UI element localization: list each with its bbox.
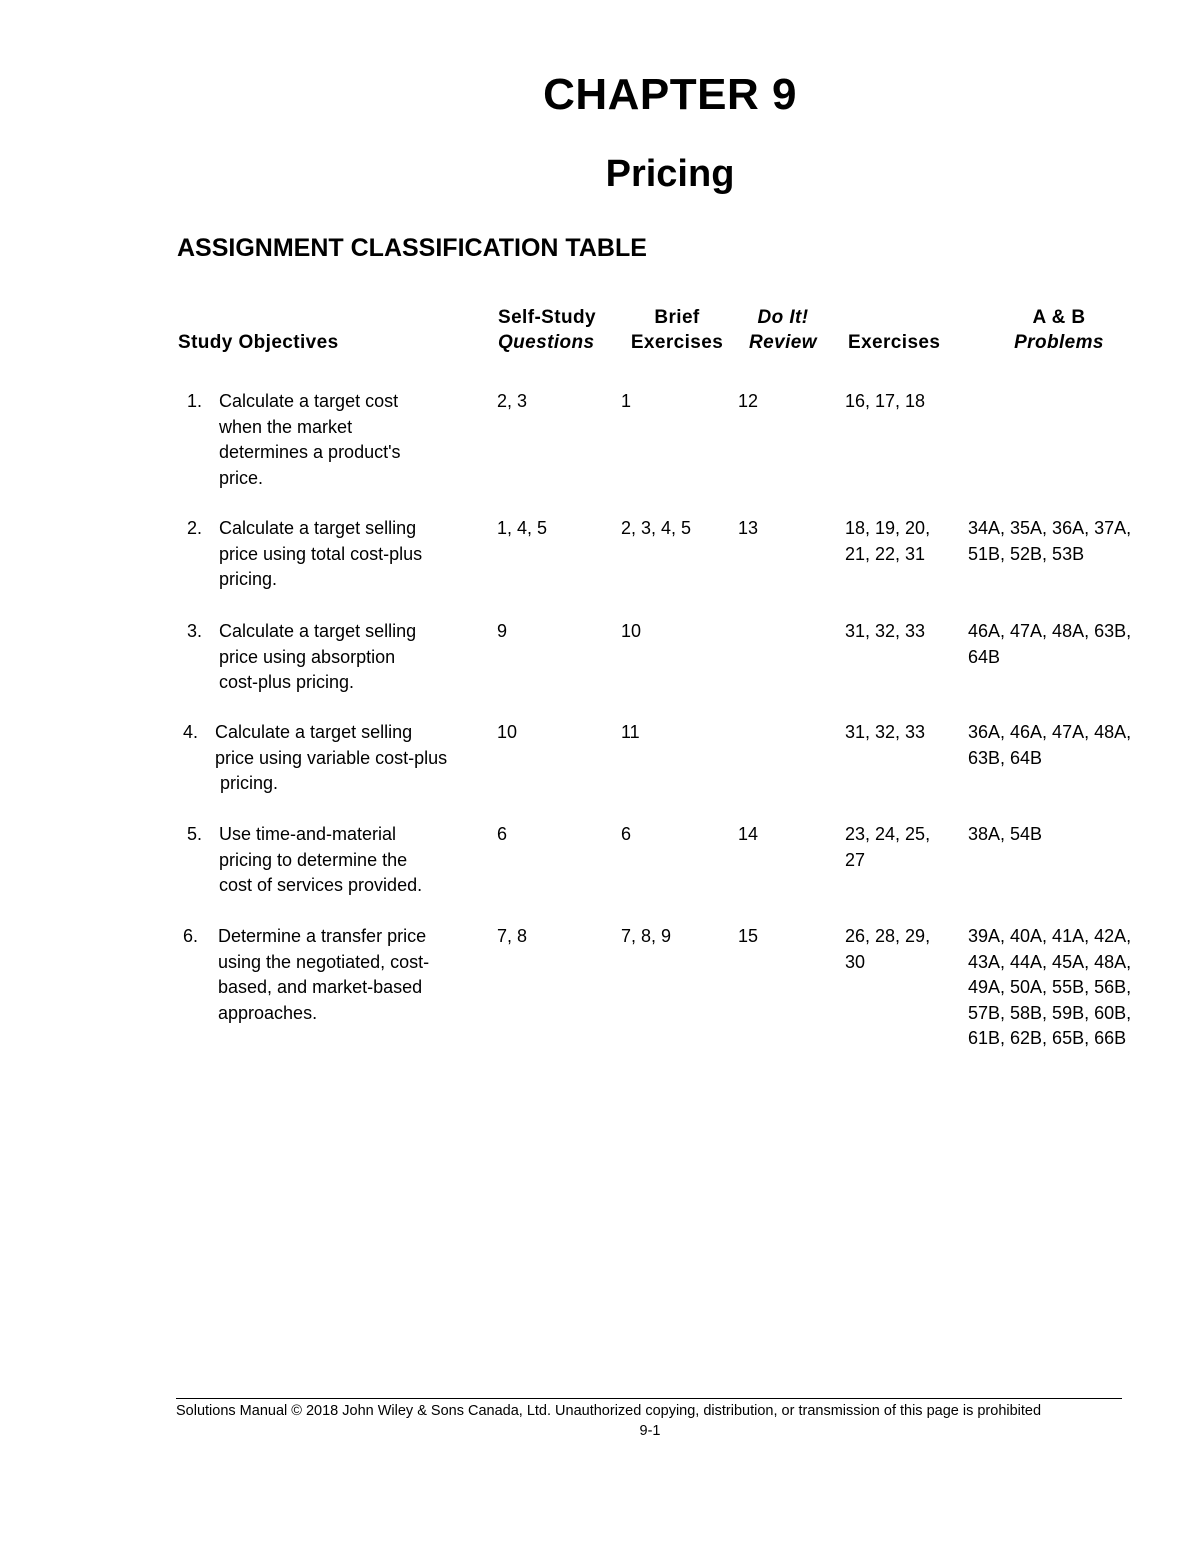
cell-do-it-review-line: 12	[738, 391, 759, 411]
header-exercises: Exercises	[848, 332, 941, 353]
cell-brief-exercises	[621, 822, 631, 848]
objective-line: price using total cost-plus	[219, 543, 423, 564]
cell-self-study-line: 10	[497, 722, 518, 742]
cell-exercises	[845, 389, 925, 415]
objective-line: using the negotiated, cost-	[218, 951, 430, 972]
cell-brief-exercises-line: 11	[621, 722, 640, 742]
cell-brief-exercises	[621, 619, 641, 645]
objective-line: price using variable cost-plus	[215, 747, 448, 768]
objective-text	[219, 516, 422, 593]
cell-brief-exercises-line: 6	[621, 824, 632, 844]
cell-do-it-review-line: 14	[738, 824, 759, 844]
cell-ab-problems	[968, 516, 1131, 567]
objective-line: cost-plus pricing.	[219, 672, 355, 692]
header-brief-line1: Brief	[654, 307, 700, 328]
header-brief-exercises	[624, 305, 730, 355]
page-number: 9-1	[639, 1423, 661, 1439]
cell-self-study	[497, 720, 517, 746]
header-ab-problems	[1000, 305, 1118, 355]
cell-exercises	[845, 924, 930, 975]
table-heading: ASSIGNMENT CLASSIFICATION TABLE	[177, 234, 647, 262]
cell-ab-problems-line: 51B, 52B, 53B	[968, 543, 1085, 564]
objective-line: approaches.	[218, 1002, 318, 1023]
header-ab-line1: A & B	[1032, 307, 1086, 328]
objective-line: Calculate a target selling	[219, 518, 417, 538]
objective-text	[219, 822, 422, 899]
cell-self-study	[497, 924, 527, 950]
cell-exercises-line: 21, 22, 31	[845, 543, 926, 564]
cell-ab-problems-line: 57B, 58B, 59B, 60B,	[968, 1002, 1132, 1023]
objective-line: pricing.	[219, 569, 278, 589]
objective-number: 1.	[187, 391, 203, 411]
objective-number: 5.	[187, 824, 203, 844]
cell-ab-problems-line: 64B	[968, 646, 1001, 667]
cell-self-study	[497, 619, 507, 645]
cell-exercises-line: 18, 19, 20,	[845, 518, 931, 538]
cell-exercises-line: 31, 32, 33	[845, 722, 926, 742]
cell-brief-exercises-line: 2, 3, 4, 5	[621, 518, 692, 538]
cell-exercises-line: 31, 32, 33	[845, 621, 926, 641]
cell-brief-exercises-line: 7, 8, 9	[621, 926, 672, 946]
header-self-study-line1: Self-Study	[498, 307, 596, 328]
chapter-subtitle: Pricing	[605, 153, 735, 195]
cell-exercises	[845, 822, 930, 873]
cell-exercises-line: 27	[845, 849, 866, 870]
header-study-objectives: Study Objectives	[178, 332, 339, 353]
objective-text	[215, 720, 447, 797]
cell-do-it-review	[738, 389, 758, 415]
objective-text	[219, 389, 401, 491]
objective-line: cost of services provided.	[219, 875, 423, 895]
cell-self-study-line: 2, 3	[497, 391, 528, 411]
header-ab-line2: Problems	[1014, 332, 1104, 353]
cell-ab-problems	[968, 924, 1131, 1052]
objective-line: Use time-and-material	[219, 824, 397, 844]
cell-brief-exercises-line: 10	[621, 621, 642, 641]
cell-do-it-review	[738, 822, 758, 848]
cell-self-study-line: 6	[497, 824, 508, 844]
objective-line: when the market	[219, 416, 353, 437]
objective-number: 6.	[183, 926, 199, 946]
cell-ab-problems	[968, 822, 1042, 848]
cell-ab-problems	[968, 720, 1131, 771]
cell-exercises-line: 30	[845, 951, 866, 972]
cell-exercises	[845, 619, 925, 645]
objective-number: 2.	[187, 518, 203, 538]
cell-brief-exercises	[621, 720, 640, 746]
cell-brief-exercises	[621, 389, 631, 415]
cell-exercises	[845, 720, 925, 746]
cell-self-study-line: 9	[497, 621, 508, 641]
objective-line: determines a product's	[219, 442, 401, 462]
header-do-it-review	[742, 305, 824, 355]
cell-self-study-line: 1, 4, 5	[497, 518, 548, 538]
objective-line: Calculate a target selling	[215, 722, 413, 742]
objective-line: pricing to determine the	[219, 849, 408, 870]
objective-line: price using absorption	[219, 646, 396, 667]
cell-exercises	[845, 516, 930, 567]
cell-ab-problems-line: 63B, 64B	[968, 747, 1043, 768]
cell-do-it-review	[738, 516, 758, 542]
cell-ab-problems-line: 39A, 40A, 41A, 42A,	[968, 926, 1132, 946]
footer-copyright: Solutions Manual © 2018 John Wiley & Sons Canada, Ltd. Unauthorized copying, distribution, or transmission of this page is prohibited	[176, 1403, 1042, 1419]
cell-brief-exercises-line: 1	[621, 391, 632, 411]
objective-line: based, and market-based	[218, 977, 423, 997]
cell-brief-exercises	[621, 516, 691, 542]
header-doit-line2: Review	[749, 332, 817, 353]
objective-line: Calculate a target selling	[219, 621, 417, 641]
cell-ab-problems-line: 61B, 62B, 65B, 66B	[968, 1028, 1127, 1048]
cell-ab-problems-line: 36A, 46A, 47A, 48A,	[968, 722, 1132, 742]
header-self-study	[498, 305, 596, 355]
cell-self-study	[497, 516, 547, 542]
cell-exercises-line: 26, 28, 29,	[845, 926, 931, 946]
cell-self-study	[497, 822, 507, 848]
cell-ab-problems-line: 46A, 47A, 48A, 63B,	[968, 621, 1132, 641]
cell-ab-problems-line: 38A, 54B	[968, 824, 1043, 844]
objective-line: Determine a transfer price	[218, 926, 427, 946]
header-doit-line1: Do It!	[757, 307, 809, 328]
objective-number: 4.	[183, 722, 199, 742]
footer-divider	[176, 1398, 1122, 1399]
objective-line: price.	[219, 467, 264, 488]
objective-text	[219, 619, 416, 696]
cell-self-study	[497, 389, 527, 415]
cell-ab-problems-line: 43A, 44A, 45A, 48A,	[968, 951, 1132, 972]
cell-self-study-line: 7, 8	[497, 926, 528, 946]
header-brief-line2: Exercises	[630, 332, 724, 353]
cell-do-it-review	[738, 924, 758, 950]
cell-brief-exercises	[621, 924, 671, 950]
cell-do-it-review-line: 13	[738, 518, 759, 538]
cell-exercises-line: 23, 24, 25,	[845, 824, 931, 844]
objective-line: pricing.	[215, 773, 279, 793]
cell-ab-problems-line: 34A, 35A, 36A, 37A,	[968, 518, 1132, 538]
objective-text	[218, 924, 429, 1026]
cell-ab-problems-line: 49A, 50A, 55B, 56B,	[968, 977, 1132, 997]
objective-line: Calculate a target cost	[219, 391, 399, 411]
cell-ab-problems	[968, 619, 1131, 670]
objective-number: 3.	[187, 621, 203, 641]
cell-do-it-review-line: 15	[738, 926, 759, 946]
cell-exercises-line: 16, 17, 18	[845, 391, 926, 411]
chapter-title: CHAPTER 9	[543, 70, 797, 119]
header-self-study-line2: Questions	[498, 332, 595, 353]
